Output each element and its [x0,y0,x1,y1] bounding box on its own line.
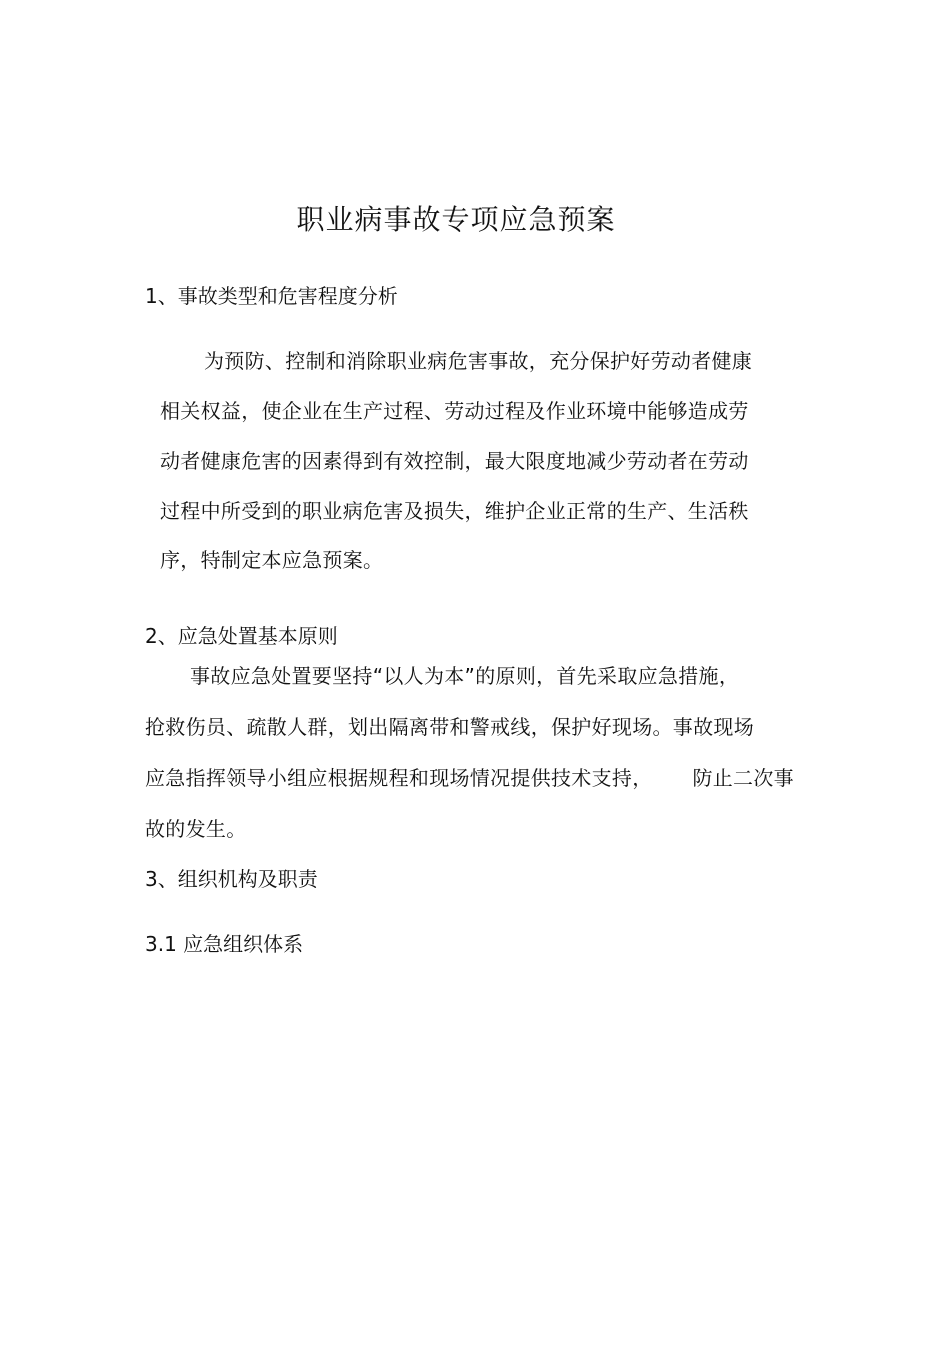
section-2-line-1: 事故应急处置要坚持“以人为本”的原则，首先采取应急措施， [190,664,740,688]
section-3-1-heading: 3.1 应急组织体系 [145,932,304,956]
section-1-line-2: 相关权益，使企业在生产过程、劳动过程及作业环境中能够造成劳 [160,399,749,423]
section-1-line-3: 动者健康危害的因素得到有效控制，最大限度地减少劳动者在劳动 [160,449,749,473]
section-1-heading: 1、事故类型和危害程度分析 [145,284,398,308]
section-1-line-4: 过程中所受到的职业病危害及损失，维护企业正常的生产、生活秩 [160,499,749,523]
section-2-line-3: 应急指挥领导小组应根据规程和现场情况提供技术支持， 防止二次事 [145,766,794,790]
section-2-line-2: 抢救伤员、疏散人群，划出隔离带和警戒线，保护好现场。事故现场 [145,715,754,739]
section-2-line-4: 故的发生。 [145,817,247,841]
section-1-line-5: 序，特制定本应急预案。 [160,548,384,572]
section-3-heading: 3、组织机构及职责 [145,867,318,891]
document-title: 职业病事故专项应急预案 [296,203,616,236]
section-1-line-1: 为预防、控制和消除职业病危害事故，充分保护好劳动者健康 [204,349,753,373]
section-2-heading: 2、应急处置基本原则 [145,624,338,648]
